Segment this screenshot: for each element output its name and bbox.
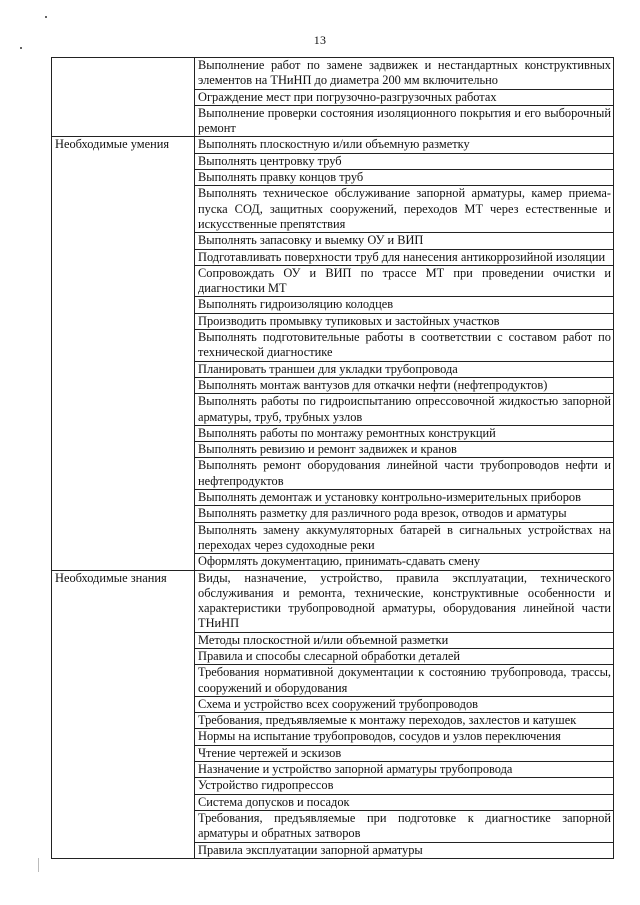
requirement-item: Выполнять ревизию и ремонт задвижек и кранов xyxy=(195,442,614,458)
requirement-item: Выполнять замену аккумуляторных батарей в сигнальных устройствах на переходах через судоходные реки xyxy=(195,522,614,554)
requirement-item: Выполнение работ по замене задвижек и нестандартных конструктивных элементов на ТНиНП до диаметра 200 мм включительно xyxy=(195,58,614,90)
requirement-item: Правила и способы слесарной обработки деталей xyxy=(195,648,614,664)
requirement-item: Выполнять разметку для различного рода врезок, отводов и арматуры xyxy=(195,506,614,522)
requirement-item: Выполнять монтаж вантузов для откачки нефти (нефтепродуктов) xyxy=(195,377,614,393)
page-number: 13 xyxy=(313,33,327,47)
section-label xyxy=(52,58,195,137)
requirement-item: Производить промывку тупиковых и застойных участков xyxy=(195,313,614,329)
requirement-item: Схема и устройство всех сооружений трубопроводов xyxy=(195,696,614,712)
requirement-item: Выполнять ремонт оборудования линейной части трубопроводов нефти и нефтепродуктов xyxy=(195,458,614,490)
table-row xyxy=(52,570,614,632)
requirement-item: Ограждение мест при погрузочно-разгрузочных работах xyxy=(195,89,614,105)
requirement-item: Устройство гидропрессов xyxy=(195,778,614,794)
requirement-item: Выполнять работы по монтажу ремонтных конструкций xyxy=(195,425,614,441)
requirement-item: Правила эксплуатации запорной арматуры xyxy=(195,842,614,858)
requirement-item: Выполнять демонтаж и установку контрольно-измерительных приборов xyxy=(195,490,614,506)
requirement-item: Подготавливать поверхности труб для нанесения антикоррозийной изоляции xyxy=(195,249,614,265)
scan-speck xyxy=(45,16,47,18)
scan-margin-mark xyxy=(38,858,39,872)
requirement-item: Методы плоскостной и/или объемной разметки xyxy=(195,632,614,648)
requirement-item: Система допусков и посадок xyxy=(195,794,614,810)
section-label: Необходимые умения xyxy=(52,137,195,570)
requirement-item: Чтение чертежей и эскизов xyxy=(195,745,614,761)
requirement-item: Выполнение проверки состояния изоляционного покрытия и его выборочный ремонт xyxy=(195,105,614,137)
requirement-item: Сопровождать ОУ и ВИП по трассе МТ при проведении очистки и диагностики МТ xyxy=(195,265,614,297)
requirement-item: Требования, предъявляемые при подготовке к диагностике запорной арматуры и обратных затворов xyxy=(195,810,614,842)
section-label: Необходимые знания xyxy=(52,570,195,858)
requirement-item: Выполнять гидроизоляцию колодцев xyxy=(195,297,614,313)
requirement-item: Выполнять подготовительные работы в соответствии с составом работ по технической диагностике xyxy=(195,330,614,362)
requirement-item: Нормы на испытание трубопроводов, сосудов и узлов переключения xyxy=(195,729,614,745)
requirement-item: Оформлять документацию, принимать-сдавать смену xyxy=(195,554,614,570)
requirement-item: Требования, предъявляемые к монтажу переходов, захлестов и катушек xyxy=(195,713,614,729)
requirement-item: Виды, назначение, устройство, правила эксплуатации, технического обслуживания и ремонта, технические, конструктивные особенности и характеристики трубопроводной арматуры, оборудования линейной части ТНиНП xyxy=(195,570,614,632)
requirement-item: Назначение и устройство запорной арматуры трубопровода xyxy=(195,762,614,778)
requirement-item: Выполнять правку концов труб xyxy=(195,170,614,186)
table-row xyxy=(52,58,614,90)
table-row xyxy=(52,137,614,153)
requirement-item: Выполнять работы по гидроиспытанию опрессовочной жидкостью запорной арматуры, труб, трубных узлов xyxy=(195,394,614,426)
requirement-item: Выполнять центровку труб xyxy=(195,153,614,169)
requirement-item: Выполнять плоскостную и/или объемную разметку xyxy=(195,137,614,153)
requirement-item: Выполнять запасовку и выемку ОУ и ВИП xyxy=(195,233,614,249)
requirements-table xyxy=(51,57,614,859)
requirement-item: Требования нормативной документации к состоянию трубопровода, трассы, сооружений и оборудования xyxy=(195,665,614,697)
requirement-item: Выполнять техническое обслуживание запорной арматуры, камер приема-пуска СОД, защитных сооружений, переходов МТ через естественные и искусственные препятствия xyxy=(195,186,614,233)
requirement-item: Планировать траншеи для укладки трубопровода xyxy=(195,361,614,377)
